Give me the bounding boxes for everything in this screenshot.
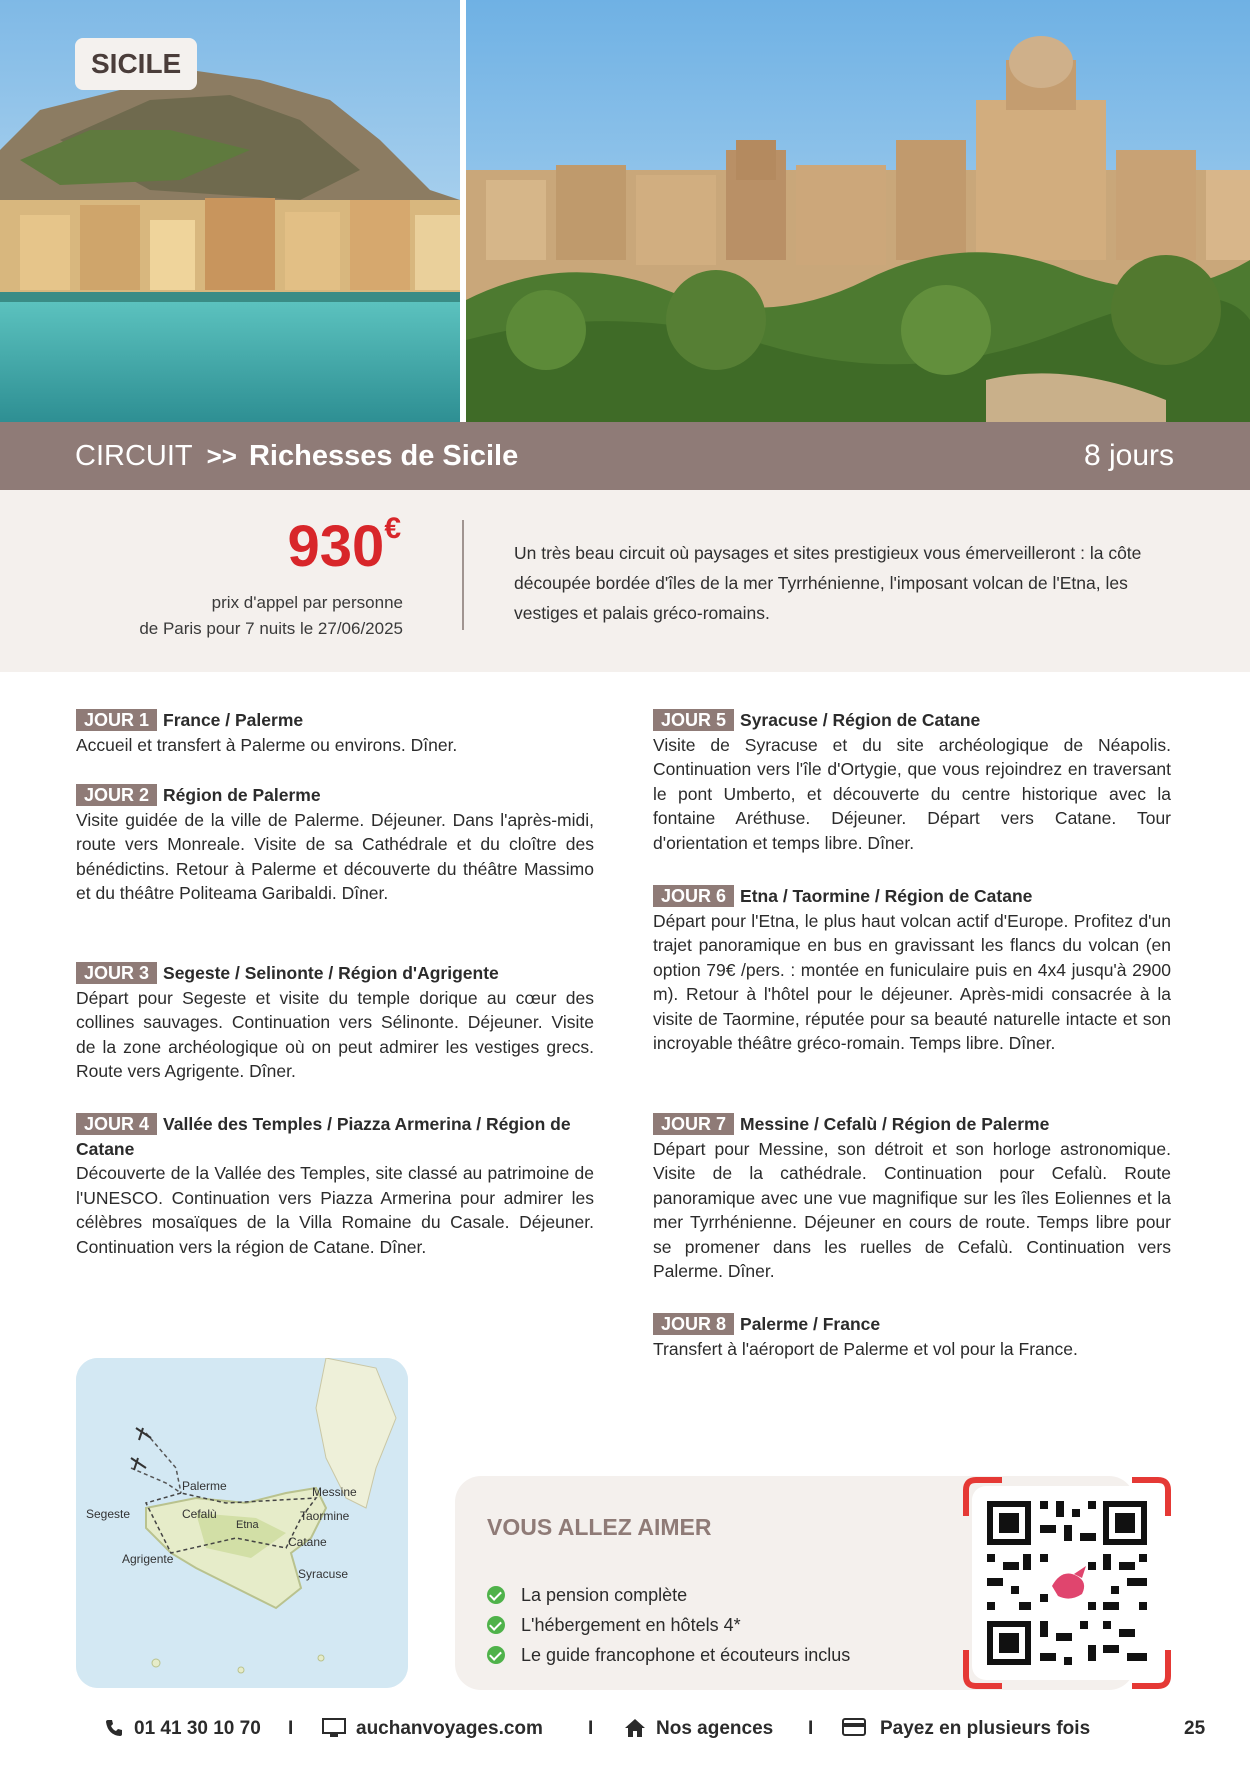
route-map [76, 1358, 408, 1688]
separator: I [288, 1718, 294, 1739]
highlights-title: VOUS ALLEZ AIMER [487, 1514, 712, 1540]
home-icon [624, 1718, 646, 1744]
map-label-palerme: Palerme [182, 1479, 227, 1493]
day-6: JOUR 6 Etna / Taormine / Région de Catane Départ pour l'Etna, le plus haut volcan actif d'Europe. Profitez d'un trajet panoramique en bus en gravissant les flancs du volcan (en option 79€ /pers. : montée en funiculaire puis en 4x4 jusqu'à 2900 m). Retour à l'hôtel pour le déjeuner. Après-midi consacrée à la visite de Taormine, réputée pour sa beauté naturelle intacte et son incroyable théâtre gréco-romain. Temps libre. Dîner. [653, 886, 1171, 1053]
check-icon [487, 1646, 505, 1664]
map-label-catane: Catane [288, 1535, 327, 1549]
price-note: prix d'appel par personne de Paris pour 7 nuits le 27/06/2025 [139, 593, 403, 638]
day-2: JOUR 2 Région de Palerme Visite guidée de la ville de Palerme. Déjeuner. Dans l'après-midi, route vers Monreale. Visite de sa Cathédrale et du cloître des bénédictins. Retour à Palerme et découverte du théâtre Massimo et du théâtre Politeama Garibaldi. Dîner. [76, 785, 594, 903]
price-band [0, 490, 1250, 672]
circuit-label: CIRCUIT [75, 439, 193, 472]
photo-cefalu [0, 0, 460, 422]
separator: I [808, 1718, 814, 1739]
separator: I [588, 1718, 594, 1739]
map-label-syracuse: Syracuse [298, 1567, 349, 1581]
day-1: JOUR 1 France / Palerme Accueil et transfert à Palerme ou environs. Dîner. [76, 710, 458, 755]
phone-icon [104, 1718, 124, 1744]
map-label-messine: Messine [312, 1485, 357, 1499]
monitor-icon [322, 1718, 346, 1744]
check-icon [487, 1616, 505, 1634]
agencies-link[interactable]: Nos agences [656, 1718, 774, 1739]
page-title: Richesses de Sicile [248, 439, 519, 472]
phone-number[interactable]: 01 41 30 10 70 [134, 1718, 261, 1739]
map-label-cefalu: Cefalù [182, 1507, 217, 1521]
highlights-list [487, 1580, 850, 1670]
map-label-taormine: Taormine [300, 1509, 350, 1523]
list-item: La pension complète [487, 1580, 850, 1610]
footer [0, 1712, 1250, 1748]
map-label-segeste: Segeste [86, 1507, 131, 1521]
list-item: L'hébergement en hôtels 4* [487, 1610, 850, 1640]
photo-village [466, 0, 1250, 422]
destination-badge: SICILE [75, 38, 197, 90]
day-3: JOUR 3 Segeste / Selinonte / Région d'Agrigente Départ pour Segeste et visite du temple dorique au cœur des collines sauvages. Continuation vers Sélinonte. Déjeuner. Visite de la zone archéologique où on peut admirer les vestiges grecs. Route vers Agrigente. Dîner. [76, 963, 594, 1081]
price: 930€ [287, 512, 401, 579]
day-7: JOUR 7 Messine / Cefalù / Région de Palerme Départ pour Messine, son détroit et son horloge astronomique. Visite de la cathédrale. Continuation pour Cefalù. Route panoramique avec une vue magnifique sur les îles Eoliennes et la mer Tyrrhénienne. Déjeuner en cours de route. Temps libre pour se promener dans les ruelles de Cefalù. Continuation vers Palerme. Dîner. [653, 1114, 1171, 1281]
map-label-agrigente: Agrigente [122, 1552, 174, 1566]
arrows-icon: >> [206, 440, 237, 471]
website-link[interactable]: auchanvoyages.com [356, 1718, 543, 1739]
check-icon [487, 1586, 505, 1604]
payment-link[interactable]: Payez en plusieurs fois [880, 1718, 1091, 1739]
day-4: JOUR 4 Vallée des Temples / Piazza Armerina / Région de Catane Découverte de la Vallée des Temples, site classé au patrimoine de l'UNESCO. Continuation vers Piazza Armerina pour admirer les célèbres mosaïques de la Villa Romaine du Casale. Déjeuner. Continuation vers la région de Catane. Dîner. [76, 1114, 594, 1257]
day-5: JOUR 5 Syracuse / Région de Catane Visite de Syracuse et du site archéologique de Néapolis. Continuation vers l'île d'Ortygie, que vous rejoindrez en traversant le pont Umberto, et découverte du centre historique avec la fontaine Aréthuse. Déjeuner. Départ vers Catane. Tour d'orientation et temps libre. Dîner. [653, 710, 1171, 853]
duration: 8 jours [1083, 439, 1174, 472]
qr-code[interactable] [962, 1476, 1172, 1690]
divider [462, 520, 464, 630]
page-number: 25 [1184, 1718, 1206, 1739]
map-label-etna: Etna [236, 1519, 259, 1531]
list-item: Le guide francophone et écouteurs inclus [487, 1640, 850, 1670]
day-8: JOUR 8 Palerme / France Transfert à l'aéroport de Palerme et vol pour la France. [653, 1314, 1078, 1359]
title-banner [0, 422, 1250, 490]
card-icon [842, 1718, 866, 1742]
intro-text: Un très beau circuit où paysages et sites prestigieux vous émerveilleront : la côte découpée bordée d'îles de la mer Tyrrhénienne, l'imposant volcan de l'Etna, les vestiges et palais gréco-romains. [514, 543, 1142, 623]
